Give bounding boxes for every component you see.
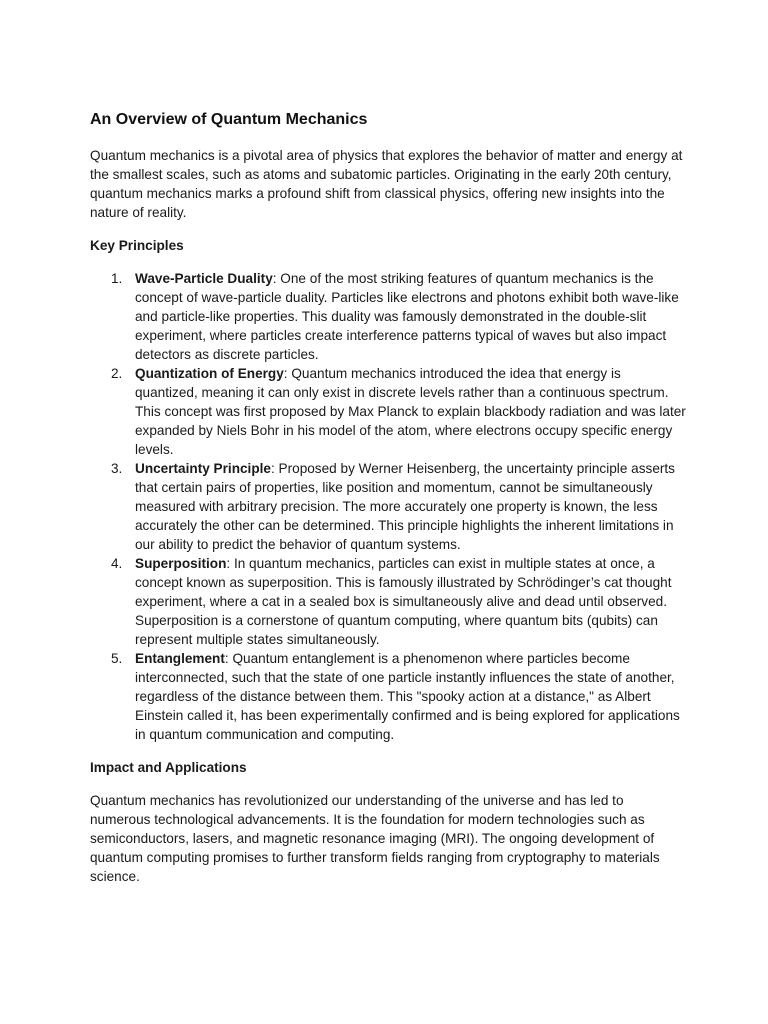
- list-item-term: Entanglement: [135, 651, 225, 666]
- list-item-number: 1.: [111, 271, 123, 286]
- list-item: [90, 269, 686, 364]
- page-title: An Overview of Quantum Mechanics: [90, 111, 368, 128]
- key-principles-heading: Key Principles: [90, 238, 184, 253]
- list-item: [90, 554, 686, 649]
- impact-heading: Impact and Applications: [90, 760, 247, 775]
- list-item-text: : Proposed by Werner Heisenberg, the uncertainty principle asserts that certain pairs of properties, like position and momentum, cannot be simultaneously measured with arbitrary precision. The more accurately one property is known, the less accurately the other can be determined. This principle highlights the inherent limitations in our ability to predict the behavior of quantum systems.: [135, 461, 675, 552]
- list-item-text: : Quantum entanglement is a phenomenon where particles become interconnected, such that the state of one particle instantly influences the state of another, regardless of the distance between them. This "spooky action at a distance," as Albert Einstein called it, has been experimentally confirmed and is being explored for applications in quantum communication and computing.: [135, 651, 680, 742]
- list-item-term: Superposition: [135, 556, 227, 571]
- list-item-term: Uncertainty Principle: [135, 461, 271, 476]
- principles-list: [90, 269, 686, 744]
- list-item-text: : In quantum mechanics, particles can exist in multiple states at once, a concept known as superposition. This is famously illustrated by Schrödinger’s cat thought experiment, where a cat in a sealed box is simultaneously alive and dead until observed. Superposition is a cornerstone of quantum computing, where quantum bits (qubits) can represent multiple states simultaneously.: [135, 556, 672, 647]
- list-item-number: 4.: [111, 556, 123, 571]
- list-item-number: 5.: [111, 651, 123, 666]
- list-item: [90, 364, 686, 459]
- list-item-text: : Quantum mechanics introduced the idea that energy is quantized, meaning it can only exist in discrete levels rather than a continuous spectrum. This concept was first proposed by Max Planck to explain blackbody radiation and was later expanded by Niels Bohr in his model of the atom, where electrons occupy specific energy levels.: [135, 366, 686, 457]
- list-item-term: Quantization of Energy: [135, 366, 284, 381]
- list-item-number: 2.: [111, 366, 123, 381]
- impact-paragraph: Quantum mechanics has revolutionized our understanding of the universe and has led to numerous technological advancements. It is the foundation for modern technologies such as semiconductors, lasers, and magnetic resonance imaging (MRI). The ongoing development of quantum computing promises to further transform fields ranging from cryptography to materials science.: [90, 793, 660, 884]
- document-page: [90, 108, 686, 900]
- list-item-text: : One of the most striking features of quantum mechanics is the concept of wave-particle duality. Particles like electrons and photons exhibit both wave-like and particle-like properties. This duality was famously demonstrated in the double-slit experiment, where particles create interference patterns typical of waves but also impact detectors as discrete particles.: [135, 271, 679, 362]
- list-item-number: 3.: [111, 461, 123, 476]
- list-item: [90, 649, 686, 744]
- list-item: [90, 459, 686, 554]
- list-item-term: Wave-Particle Duality: [135, 271, 273, 286]
- intro-paragraph: Quantum mechanics is a pivotal area of physics that explores the behavior of matter and energy at the smallest scales, such as atoms and subatomic particles. Originating in the early 20th century, quantum mechanics marks a profound shift from classical physics, offering new insights into the nature of reality.: [90, 148, 683, 220]
